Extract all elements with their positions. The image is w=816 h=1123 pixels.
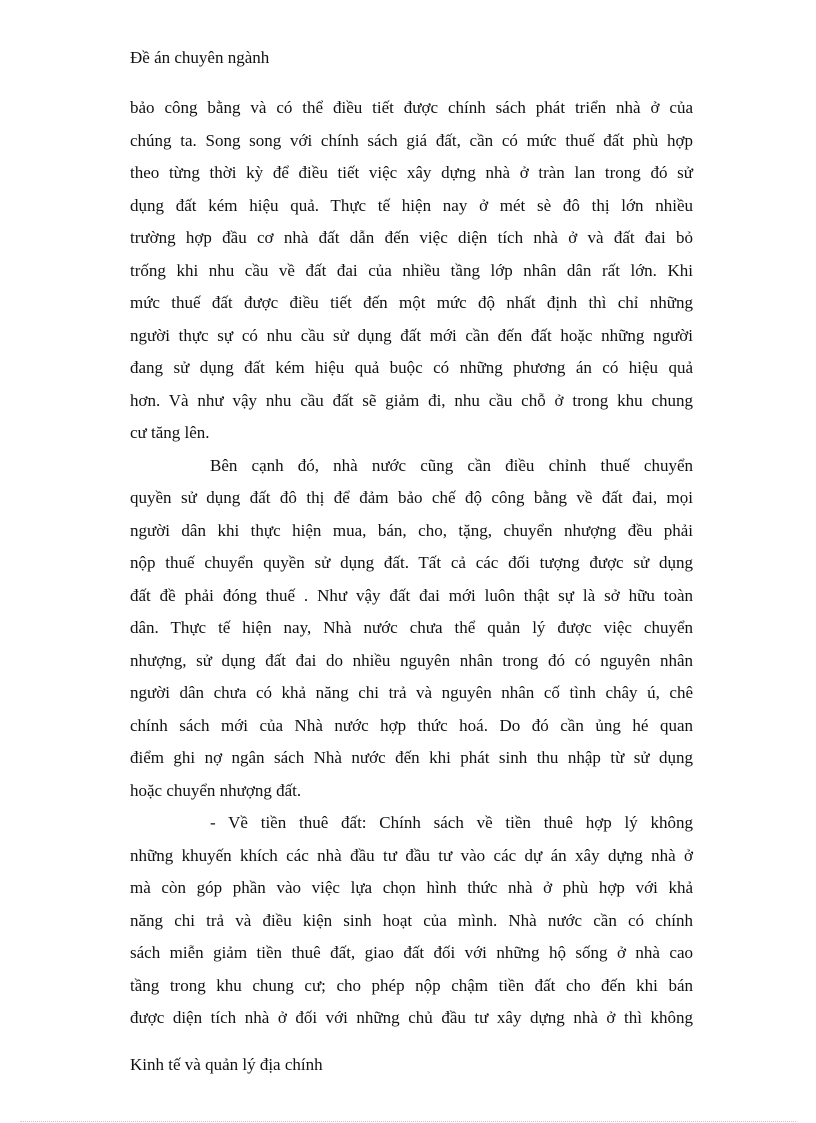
text-line: đang sử dụng đất kém hiệu quả buộc có những phương án có hiệu quả [130,358,693,377]
text-line: trường hợp đầu cơ nhà đất dẫn đến việc diện tích nhà ở và đất đai bỏ [130,228,693,247]
page-bottom-divider [20,1121,796,1122]
text-line: cư tăng lên. [130,423,210,442]
text-line: mức thuế đất được điều tiết đến một mức độ nhất định thì chỉ những [130,293,693,312]
text-line: đất đề phải đóng thuế . Như vậy đất đai mới luôn thật sự là sở hữu toàn [130,585,693,605]
text-line: người dân chưa có khả năng chi trả và nguyên nhân cố tình chây ú, chê [130,683,693,702]
text-line: Bên cạnh đó, nhà nước cũng cần điều chỉnh thuế chuyển [210,455,693,475]
text-line: điểm ghi nợ ngân sách Nhà nước đến khi phát sinh thu nhập từ sử dụng [130,748,693,767]
text-line: được diện tích nhà ở đối với những chủ đầu tư xây dựng nhà ở thì không [130,1008,693,1027]
text-line: hoặc chuyển nhượng đất. [130,780,302,800]
text-line: nhượng, sử dụng đất đai do nhiều nguyên nhân trong đó có nguyên nhân [130,650,693,670]
text-line: - Về tiền thuê đất: Chính sách về tiền thuê hợp lý không [210,813,693,832]
text-line: trống khi nhu cầu về đất đai của nhiều tầng lớp nhân dân rất lớn. Khi [130,260,693,280]
page-footer: Kinh tế và quản lý địa chính [130,1055,323,1074]
text-line: năng chi trả và điều kiện sinh hoạt của mình. Nhà nước cần có chính [130,910,693,930]
body-text [130,92,693,1035]
text-line: chúng ta. Song song với chính sách giá đất, cần có mức thuế đất phù hợp [130,130,693,150]
text-line: quyền sử dụng đất đô thị để đảm bảo chế độ công bằng về đất đai, mọi [130,488,693,507]
text-line: người thực sự có nhu cầu sử dụng đất mới cần đến đất hoặc những người [130,325,693,345]
text-line: dụng đất kém hiệu quả. Thực tế hiện nay ở mét sè đô thị lớn nhiều [130,195,693,215]
text-line: theo từng thời kỳ để điều tiết việc xây dựng nhà ở tràn lan trong đó sử [130,163,693,182]
text-line: bảo công bằng và có thể điều tiết được chính sách phát triển nhà ở của [130,98,693,117]
text-line: những khuyến khích các nhà đầu tư đầu tư vào các dự án xây dựng nhà ở [130,845,693,865]
text-line: dân. Thực tế hiện nay, Nhà nước chưa thể quản lý được việc chuyển [130,618,693,637]
text-line: sách miễn giảm tiền thuê đất, giao đất đối với những hộ sống ở nhà cao [130,943,693,962]
text-line: nộp thuế chuyển quyền sử dụng đất. Tất cả các đối tượng được sử dụng [130,553,693,572]
text-line: người dân khi thực hiện mua, bán, cho, tặng, chuyển nhượng đều phải [130,520,693,540]
text-line: hơn. Và như vậy nhu cầu đất sẽ giảm đi, nhu cầu chỗ ở trong khu chung [130,390,693,410]
text-line: tầng trong khu chung cư; cho phép nộp chậm tiền đất cho đến khi bán [130,975,693,995]
text-line: mà còn góp phần vào việc lựa chọn hình thức nhà ở phù hợp với khả [130,878,693,897]
text-line: chính sách mới của Nhà nước hợp thức hoá. Do đó cần ủng hé quan [130,715,693,735]
page-header: Đề án chuyên ngành [130,48,270,67]
